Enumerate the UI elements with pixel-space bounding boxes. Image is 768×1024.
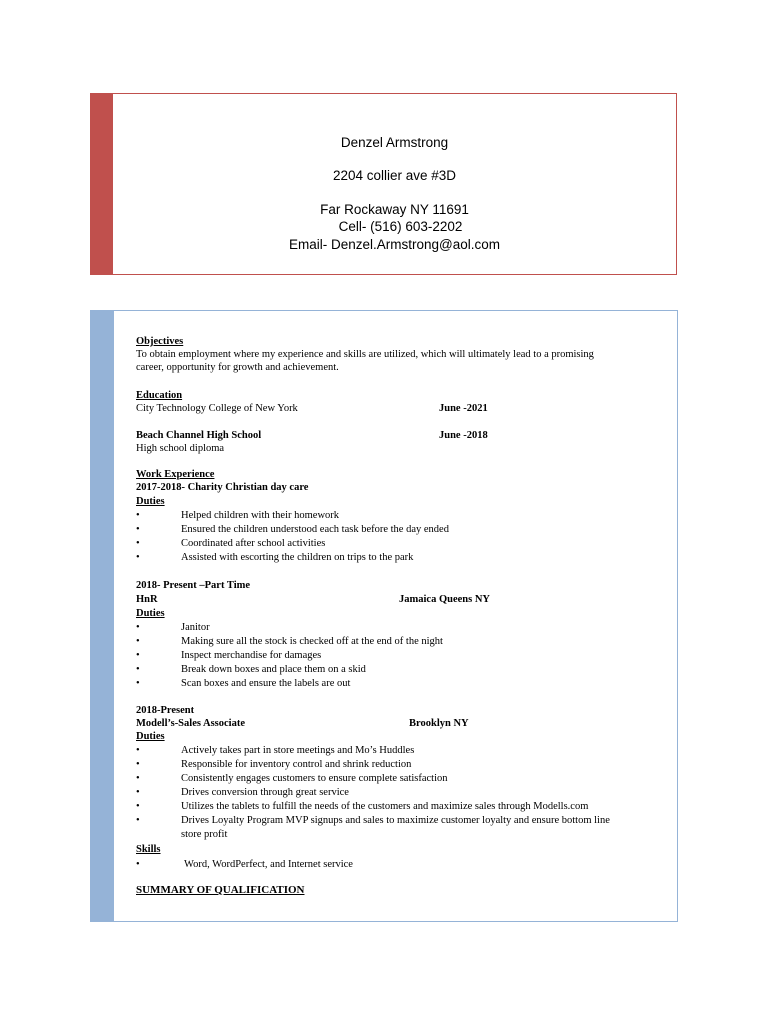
job-2-duties-label: Duties: [136, 608, 165, 619]
education-date-1: June -2021: [439, 403, 488, 414]
education-school-1: City Technology College of New York: [136, 403, 298, 414]
summary-heading: SUMMARY OF QUALIFICATION: [136, 884, 305, 896]
objectives-line-2: career, opportunity for growth and achievement.: [136, 362, 339, 373]
job-1-title: 2017-2018- Charity Christian day care: [136, 482, 309, 493]
bullet: •: [136, 759, 140, 770]
header-accent-bar: [91, 94, 113, 274]
education-date-2: June -2018: [439, 430, 488, 441]
bullet: •: [136, 678, 140, 689]
job-3-period: 2018-Present: [136, 705, 195, 716]
bullet: •: [136, 664, 140, 675]
candidate-name: Denzel Armstrong: [340, 135, 449, 150]
bullet: •: [136, 510, 140, 521]
skills-heading: Skills: [136, 844, 161, 855]
bullet: •: [136, 552, 140, 563]
address-line-1: 2204 collier ave #3D: [332, 168, 457, 183]
bullet: •: [136, 801, 140, 812]
bullet: •: [136, 538, 140, 549]
job-2-location: Jamaica Queens NY: [399, 594, 490, 605]
body-accent-bar: [91, 311, 114, 921]
resume-body-box: Objectives To obtain employment where my experience and skills are utilized, which will ultimately lead to a promising career, opportunity for growth and achievement. Education City Technology College of New York June -2021 Beach Channel High School June -2018 High school diploma Work Experience 2017-2018- Charity Christian day care Duties • Helped children with their homework • Ensured the children understood each task before the day ended • Coordinated after school activities • Assisted with escorting the children on trips to the park 2018- Present –Part Time HnR Jamaica Queens NY Duties • Janitor • Making sure all the stock is checked off at the end of the night • Inspect merchandise for damages • Break down boxes and place them on a skid • Scan boxes and ensure the labels are out 2018-Present Modell’s-Sales Associate Brooklyn NY Duties • Actively takes part in store meetings and Mo’s Huddles • Responsible for inventory control and shrink reduction • Consistently engages customers to ensure complete satisfaction • Drives conversion through great service • Utilizes the tablets to fulfill the needs of the customers and maximize sales through Modells.com • Drives Loyalty Program MVP signups and sales to maximize customer loyalty and ensure bottom line store profit Skills • Word, WordPerfect, and Internet service SUMMARY OF QUALIFICATION: [90, 310, 678, 922]
bullet: •: [136, 815, 140, 826]
work-experience-heading: Work Experience: [136, 469, 215, 480]
objectives-line-1: To obtain employment where my experience and skills are utilized, which will ultimately lead to a promising: [136, 349, 594, 360]
email-address: Email- Denzel.Armstrong@aol.com: [288, 237, 501, 252]
job-1-duties-label: Duties: [136, 496, 165, 507]
objectives-heading: Objectives: [136, 336, 184, 347]
job-3-duties-label: Duties: [136, 731, 165, 742]
cell-phone: Cell- (516) 603-2202: [338, 219, 463, 234]
education-heading: Education: [136, 390, 183, 401]
address-line-2: Far Rockaway NY 11691: [320, 202, 469, 217]
bullet: •: [136, 773, 140, 784]
bullet: •: [136, 745, 140, 756]
job-3-employer: Modell’s-Sales Associate: [136, 718, 245, 729]
contact-header-box: [90, 93, 677, 275]
bullet: •: [136, 787, 140, 798]
education-school-2: Beach Channel High School: [136, 430, 262, 441]
bullet: •: [136, 859, 140, 870]
duty-continuation: store profit: [181, 829, 228, 840]
bullet: •: [136, 636, 140, 647]
job-2-employer: HnR: [136, 594, 158, 605]
education-diploma: High school diploma: [136, 443, 225, 454]
job-3-location: Brooklyn NY: [409, 718, 469, 729]
bullet: •: [136, 524, 140, 535]
bullet: •: [136, 622, 140, 633]
bullet: •: [136, 650, 140, 661]
job-2-period: 2018- Present –Part Time: [136, 580, 251, 591]
